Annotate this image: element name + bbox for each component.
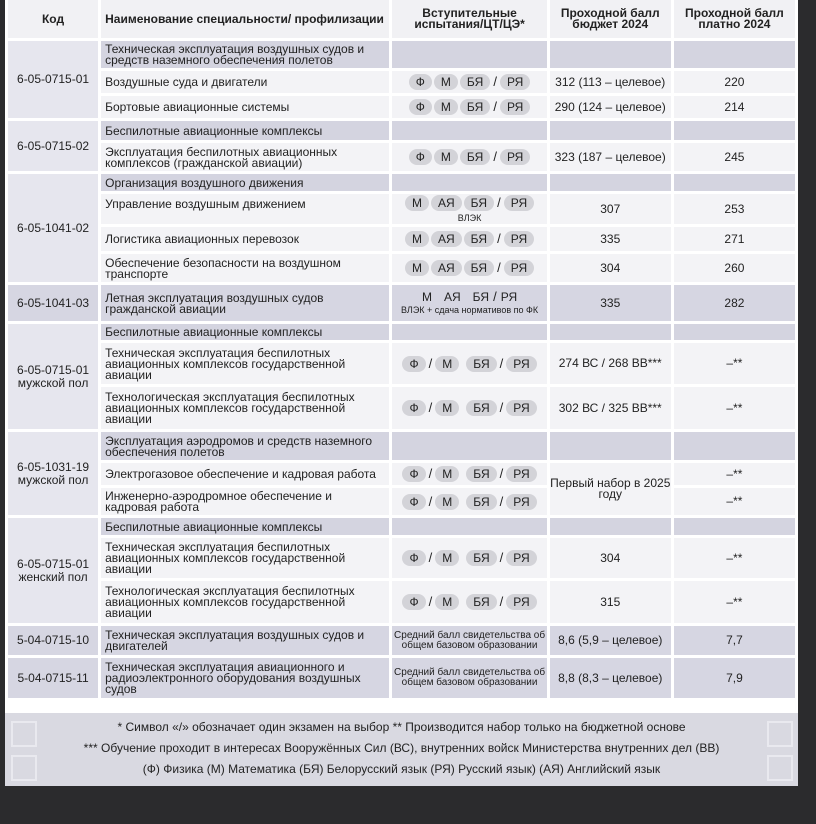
exam-russian: РЯ xyxy=(504,231,534,247)
exam-set xyxy=(392,96,546,118)
exam-russian: РЯ xyxy=(504,260,534,276)
specialty-name: Летная эксплуатация воздушных судов гражданской авиации xyxy=(101,285,389,321)
exam-belarusian: БЯ xyxy=(464,260,494,276)
exam-math: М xyxy=(434,74,458,90)
paid-score: –** xyxy=(674,343,795,384)
budget-score: 335 xyxy=(550,285,671,321)
specialty-name: Воздушные суда и двигатели xyxy=(101,71,389,93)
code-number: 6-05-0715-01 xyxy=(17,362,90,377)
exam-math: М xyxy=(435,400,459,416)
choice-slash: / xyxy=(499,550,504,565)
exam-russian: РЯ xyxy=(500,149,530,165)
header-code: Код xyxy=(8,0,98,38)
choice-slash: / xyxy=(493,289,497,304)
exam-math: М xyxy=(435,466,459,482)
exam-english: АЯ xyxy=(431,231,462,247)
header-exams: Вступительные испытания/ЦТ/ЦЭ* xyxy=(392,0,546,38)
exam-physics: Ф xyxy=(402,594,425,610)
code-cell: 6-05-1041-03 xyxy=(8,285,98,321)
paid-score: –** xyxy=(674,581,795,623)
paid-score: 7,9 xyxy=(674,658,795,698)
exam-belarusian: БЯ xyxy=(466,400,496,416)
specialty-name: Эксплуатация беспилотных авиационных комплексов (гражданской авиации) xyxy=(101,143,389,171)
choice-slash: / xyxy=(497,260,501,275)
exam-english: АЯ xyxy=(431,260,462,276)
exam-note: ВЛЭК + сдача нормативов по ФК xyxy=(401,305,539,315)
exam-physics: Ф xyxy=(402,550,425,566)
group-heading: Техническая эксплуатация воздушных судов и средств наземного обеспечения полетов xyxy=(101,41,389,68)
code-cell xyxy=(8,324,98,429)
budget-score: 315 xyxy=(550,581,671,623)
paid-score: 260 xyxy=(674,254,795,282)
paid-score: 214 xyxy=(674,96,795,118)
choice-slash: / xyxy=(428,493,433,509)
exam-math: М xyxy=(434,99,458,115)
exam-math: М xyxy=(405,260,429,276)
exam-english: АЯ xyxy=(444,290,461,304)
code-cell: 5-04-0715-11 xyxy=(8,658,98,698)
choice-slash: / xyxy=(428,355,433,371)
exam-math: М xyxy=(405,195,429,211)
specialty-name: Инженерно-аэродромное обеспечение и кадровая работа xyxy=(101,488,389,515)
code-number: 6-05-1031-19 xyxy=(17,459,90,474)
group-heading: Беспилотные авиационные комплексы xyxy=(101,324,389,340)
budget-score: 290 (124 – целевое) xyxy=(550,96,671,118)
header-paid: Проходной балл платно 2024 xyxy=(674,0,795,38)
specialty-name: Технологическая эксплуатация беспилотных авиационных комплексов государственной авиации xyxy=(101,581,389,623)
exam-belarusian: БЯ xyxy=(464,231,494,247)
specialty-name: Техническая эксплуатация беспилотных авиационных комплексов государственной авиации xyxy=(101,343,389,384)
exam-note: ВЛЭК xyxy=(457,213,482,223)
code-cell: 5-04-0715-10 xyxy=(8,626,98,655)
exam-set xyxy=(392,343,546,384)
exam-russian: РЯ xyxy=(506,494,536,510)
budget-score: 312 (113 – целевое) xyxy=(550,71,671,93)
exam-set xyxy=(392,463,546,485)
exam-math: М xyxy=(435,356,459,372)
code-gender: мужской пол xyxy=(17,375,89,390)
exam-math: М xyxy=(435,550,459,566)
choice-slash: / xyxy=(499,466,504,481)
code-cell: 6-05-0715-01 xyxy=(8,41,98,118)
specialty-name: Технологическая эксплуатация беспилотных авиационных комплексов государственной авиации xyxy=(101,387,389,429)
choice-slash: / xyxy=(493,149,497,164)
footnote-line-3: (Ф) Физика (М) Математика (БЯ) Белорусский язык (РЯ) Русский язык) (АЯ) Английский язык xyxy=(142,762,661,776)
exam-set xyxy=(392,538,546,578)
specialty-name: Управление воздушным движением xyxy=(101,194,389,224)
exam-description: Средний балл свидетельства об общем базовом образовании xyxy=(392,626,546,655)
choice-slash: / xyxy=(497,195,501,210)
exam-physics: Ф xyxy=(402,466,425,482)
exam-description: Средний балл свидетельства об общем базовом образовании xyxy=(392,658,546,698)
choice-slash: / xyxy=(499,400,504,415)
exam-physics: Ф xyxy=(409,149,432,165)
paid-score: 245 xyxy=(674,143,795,171)
exam-physics: Ф xyxy=(402,356,425,372)
budget-score: 307 xyxy=(550,194,671,224)
group-heading: Беспилотные авиационные комплексы xyxy=(101,518,389,535)
admission-table xyxy=(5,0,798,701)
exam-set xyxy=(392,387,546,429)
footnote-line-1: * Символ «/» обозначает один экзамен на выбор ** Производится набор только на бюджетной основе xyxy=(117,720,686,734)
group-heading: Беспилотные авиационные комплексы xyxy=(101,121,389,140)
exam-math: М xyxy=(435,594,459,610)
code-cell: 6-05-1041-02 xyxy=(8,174,98,282)
choice-slash: / xyxy=(428,400,433,415)
budget-score: 302 ВС / 325 ВВ*** xyxy=(550,387,671,429)
budget-score: 323 (187 – целевое) xyxy=(550,143,671,171)
choice-slash: / xyxy=(497,231,501,246)
exam-russian: РЯ xyxy=(500,74,530,90)
paid-score: –** xyxy=(674,538,795,578)
paid-score: –** xyxy=(674,463,795,485)
exam-set xyxy=(392,285,546,321)
exam-belarusian: БЯ xyxy=(472,290,490,304)
choice-slash: / xyxy=(493,74,497,89)
exam-physics: Ф xyxy=(402,400,425,416)
exam-set xyxy=(392,194,546,224)
code-gender: женский пол xyxy=(18,569,88,584)
exam-set xyxy=(392,254,546,282)
exam-physics: Ф xyxy=(402,494,425,510)
exam-belarusian: БЯ xyxy=(464,195,494,211)
code-number: 6-05-0715-01 xyxy=(17,556,90,571)
exam-math: М xyxy=(435,494,459,510)
exam-russian: РЯ xyxy=(506,550,536,566)
exam-belarusian: БЯ xyxy=(466,494,496,510)
paid-score: 271 xyxy=(674,227,795,251)
exam-russian: РЯ xyxy=(506,466,536,482)
choice-slash: / xyxy=(428,466,433,481)
header-name: Наименование специальности/ профилизации xyxy=(101,0,389,38)
exam-physics: Ф xyxy=(409,74,432,90)
exam-belarusian: БЯ xyxy=(466,594,496,610)
group-heading: Организация воздушного движения xyxy=(101,174,389,191)
choice-slash: / xyxy=(493,99,497,114)
code-gender: мужской пол xyxy=(17,472,89,487)
budget-score: Первый набор в 2025 году xyxy=(550,463,671,515)
footnote-line-2: *** Обучение проходит в интересах Вооружённых Сил (ВС), внутренних войск Министерства внутренних дел (ВВ) xyxy=(83,741,720,755)
specialty-name: Техническая эксплуатация беспилотных авиационных комплексов государственной авиации xyxy=(101,538,389,578)
budget-score: 304 xyxy=(550,538,671,578)
exam-belarusian: БЯ xyxy=(460,99,490,115)
exam-belarusian: БЯ xyxy=(466,356,496,372)
exam-set xyxy=(392,581,546,623)
specialty-name: Бортовые авиационные системы xyxy=(101,96,389,118)
exam-english: АЯ xyxy=(431,195,462,211)
exam-belarusian: БЯ xyxy=(460,149,490,165)
exam-russian: РЯ xyxy=(506,594,536,610)
code-cell xyxy=(8,432,98,515)
paid-score: 220 xyxy=(674,71,795,93)
group-heading: Эксплуатация аэродромов и средств наземного обеспечения полетов xyxy=(101,432,389,460)
exam-russian: РЯ xyxy=(500,99,530,115)
choice-slash: / xyxy=(428,594,433,609)
paid-score: 253 xyxy=(674,194,795,224)
specialty-name: Обеспечение безопасности на воздушном транспорте xyxy=(101,254,389,282)
specialty-name: Техническая эксплуатация авиационного и радиоэлектронного оборудования воздушных судов xyxy=(101,658,389,698)
header-budget: Проходной балл бюджет 2024 xyxy=(550,0,671,38)
exam-russian: РЯ xyxy=(506,356,536,372)
choice-slash: / xyxy=(499,355,504,371)
budget-score: 274 ВС / 268 ВВ*** xyxy=(550,343,671,384)
paid-score: 282 xyxy=(674,285,795,321)
footnotes-panel xyxy=(5,713,798,786)
specialty-name: Логистика авиационных перевозок xyxy=(101,227,389,251)
choice-slash: / xyxy=(499,594,504,609)
choice-slash: / xyxy=(428,550,433,565)
code-cell: 6-05-0715-02 xyxy=(8,121,98,171)
exam-belarusian: БЯ xyxy=(466,550,496,566)
budget-score: 8,8 (8,3 – целевое) xyxy=(550,658,671,698)
exam-set xyxy=(392,227,546,251)
budget-score: 8,6 (5,9 – целевое) xyxy=(550,626,671,655)
paid-score: –** xyxy=(674,387,795,429)
paid-score: 7,7 xyxy=(674,626,795,655)
specialty-name: Техническая эксплуатация воздушных судов и двигателей xyxy=(101,626,389,655)
exam-math: М xyxy=(405,231,429,247)
paid-score: –** xyxy=(674,488,795,515)
budget-score: 335 xyxy=(550,227,671,251)
exam-set xyxy=(392,143,546,171)
exam-physics: Ф xyxy=(409,99,432,115)
exam-belarusian: БЯ xyxy=(460,74,490,90)
exam-russian: РЯ xyxy=(506,400,536,416)
exam-set xyxy=(392,488,546,515)
exam-math: М xyxy=(422,290,432,304)
choice-slash: / xyxy=(499,493,504,509)
specialty-name: Электрогазовое обеспечение и кадровая работа xyxy=(101,463,389,485)
exam-set xyxy=(392,71,546,93)
exam-math: М xyxy=(434,149,458,165)
exam-russian: РЯ xyxy=(500,290,518,304)
exam-russian: РЯ xyxy=(504,195,534,211)
code-cell xyxy=(8,518,98,623)
admission-table-sheet xyxy=(5,0,798,786)
budget-score: 304 xyxy=(550,254,671,282)
exam-belarusian: БЯ xyxy=(466,466,496,482)
